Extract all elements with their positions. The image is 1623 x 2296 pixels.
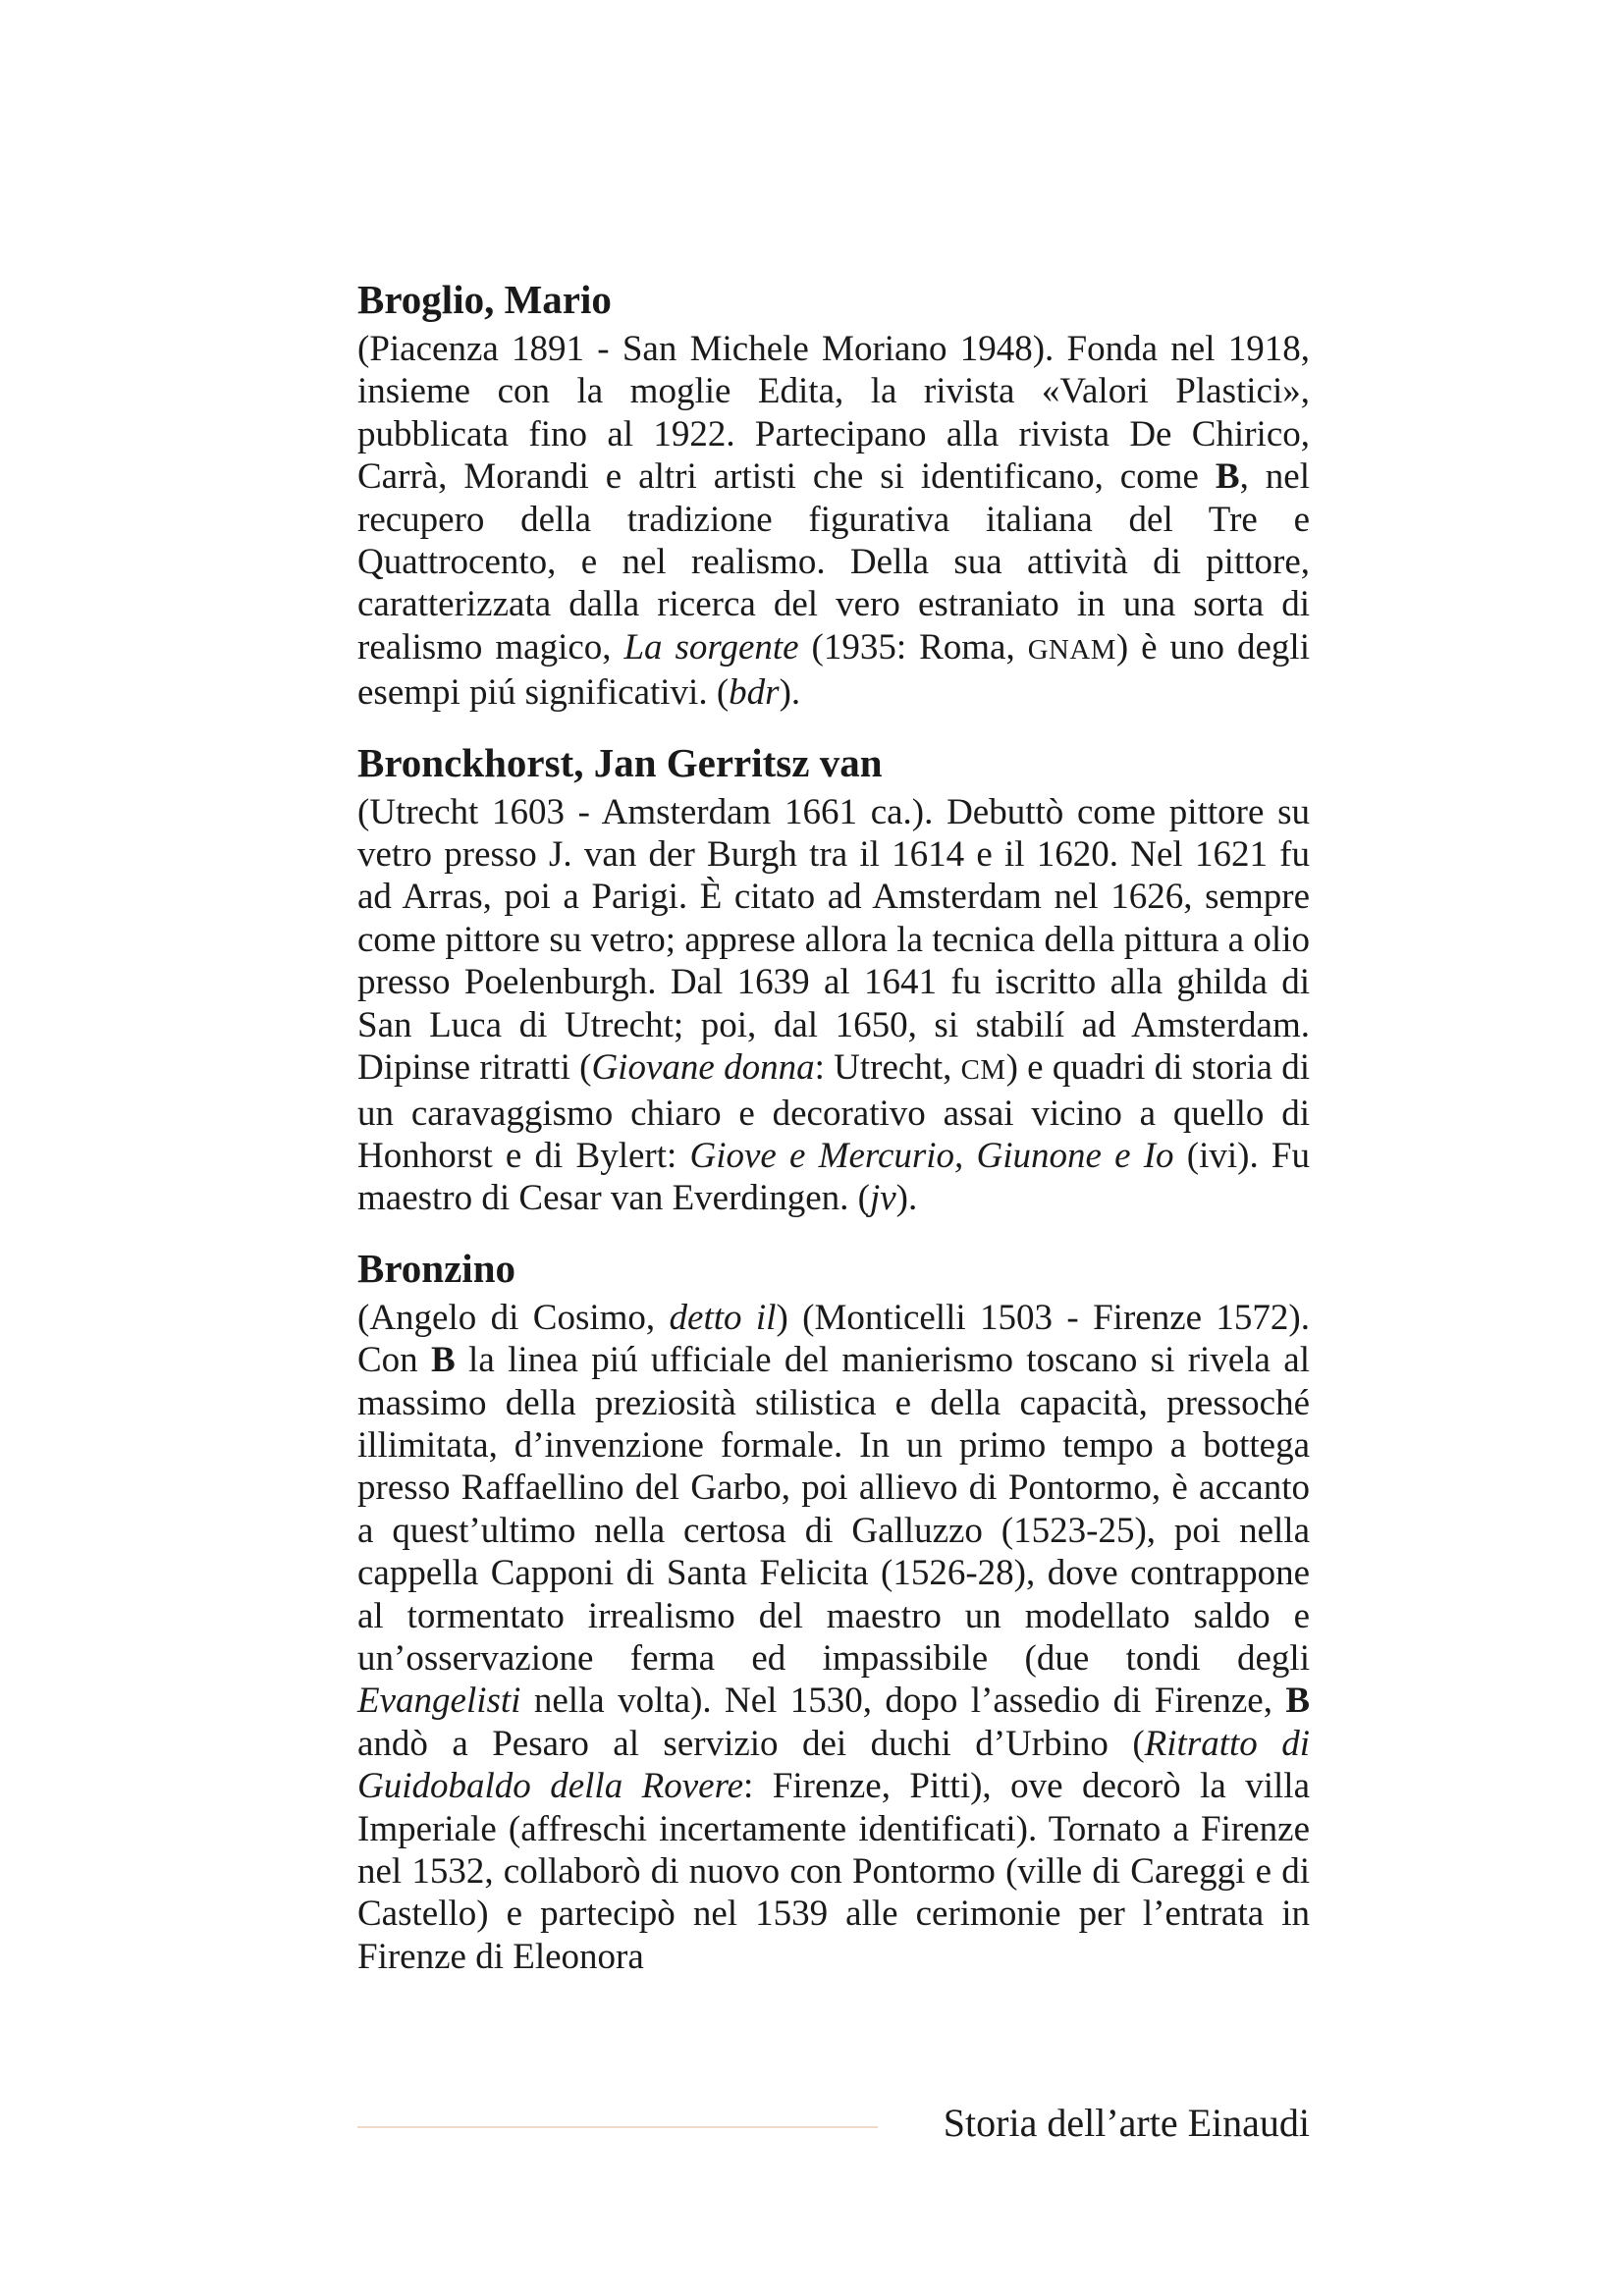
- entry-bronckhorst: [357, 740, 1310, 1220]
- text-run: (ivi). Fu maestro di Cesar van Everdingen. (: [357, 1135, 1310, 1219]
- text-run: ) (Monticelli 1503 - Firenze 1572). Con: [357, 1297, 1310, 1381]
- entry-text: [357, 791, 1310, 1220]
- text-run: : Firenze, Pitti), ove decorò la villa Imperiale (affreschi incertamente identificati). Tornato a Firenze nel 1532, collaborò di nuovo con Pontormo (ville di Careggi e di Castello) e partecipò nel 1539 alle cerimonie per l’entrata in Firenze di Eleonora: [357, 1766, 1311, 1977]
- italic-text: Ritratto di Guidobaldo della Rovere: [357, 1723, 1310, 1807]
- text-run: (Utrecht 1603 - Amsterdam 1661 ca.). Debuttò come pittore su vetro presso J. van der Burgh tra il 1614 e il 1620. Nel 1621 fu ad Arras, poi a Parigi. È citato ad Amsterdam nel 1626, sempre come pittore su vetro; apprese allora la tecnica della pittura a olio presso Poelenburgh. Dal 1639 al 1641 fu iscritto alla ghilda di San Luca di Utrecht; poi, dal 1650, si stabilí ad Amsterdam. Dipinse ritratti (: [357, 791, 1310, 1089]
- footer-rule: [357, 2126, 878, 2128]
- entry-title: Broglio, Mario: [357, 277, 612, 322]
- italic-text: La sorgente: [623, 626, 799, 667]
- bold-abbrev: B: [1285, 1681, 1310, 1722]
- text-run: , nel recupero della tradizione figurativa italiana del Tre e Quattrocento, e nel realismo. Della sua attività di pittore, caratterizzata dalla ricerca del vero estraniato in una sorta di realismo magico,: [357, 456, 1310, 667]
- entry-title: Bronzino: [357, 1245, 515, 1291]
- italic-text: Giove e Mercurio, Giunone e Io: [689, 1135, 1174, 1176]
- bold-abbrev: B: [1215, 456, 1240, 498]
- entry-title: Bronckhorst, Jan Gerritsz van: [357, 739, 883, 785]
- entry-bronzino: [357, 1246, 1310, 1979]
- italic-text: jv: [869, 1178, 896, 1219]
- entry-text: [357, 328, 1310, 715]
- entry-broglio: [357, 277, 1310, 715]
- footer-publisher: Storia dell’arte Einaudi: [943, 2101, 1310, 2145]
- text-run: (1935: Roma,: [798, 626, 1028, 667]
- text-run: ).: [779, 672, 801, 714]
- text-run: la linea piú ufficiale del manierismo toscano si rivela al massimo della preziosità stilistica e della capacità, pressoché illimitata, d’invenzione formale. In un primo tempo a bottega presso Raffaellino del Garbo, poi allievo di Pontormo, è accanto a quest’ultimo nella certosa di Galluzzo (1523-25), poi nella cappella Capponi di Santa Felicita (1526-28), dove contrappone al tormentato irrealismo del maestro un modellato saldo e un’osservazione ferma ed impassibile (due tondi degli: [357, 1340, 1310, 1679]
- italic-text: Evangelisti: [357, 1681, 521, 1722]
- entry-text: [357, 1297, 1310, 1979]
- italic-text: Giovane donna: [591, 1047, 815, 1089]
- italic-text: detto il: [669, 1297, 777, 1338]
- text-run: ).: [895, 1178, 918, 1219]
- text-run: (Piacenza 1891 - San Michele Moriano 1948). Fonda nel 1918, insieme con la moglie Edita, la rivista «Valori Plastici», pubblicata fino al 1922. Partecipano alla rivista De Chirico, Carrà, Morandi e altri artisti che si identificano, come: [357, 329, 1310, 498]
- article-body: [357, 277, 1310, 2003]
- bold-abbrev: B: [431, 1340, 456, 1381]
- smallcaps-abbrev: CM: [960, 1054, 1006, 1087]
- text-run: : Utrecht,: [814, 1047, 961, 1089]
- text-run: andò a Pesaro al servizio dei duchi d’Urbino (: [357, 1723, 1145, 1764]
- smallcaps-abbrev: GNAM: [1027, 633, 1116, 666]
- page-footer: [357, 2101, 1310, 2150]
- italic-text: bdr: [729, 672, 780, 714]
- text-run: nella volta). Nel 1530, dopo l’assedio di Firenze,: [520, 1681, 1286, 1722]
- text-run: (Angelo di Cosimo,: [357, 1297, 670, 1338]
- text-run: ) è uno degli esempi piú significativi. (: [357, 626, 1310, 714]
- text-run: ) e quadri di storia di un caravaggismo chiaro e decorativo assai vicino a quello di Honhorst e di Bylert:: [357, 1047, 1310, 1176]
